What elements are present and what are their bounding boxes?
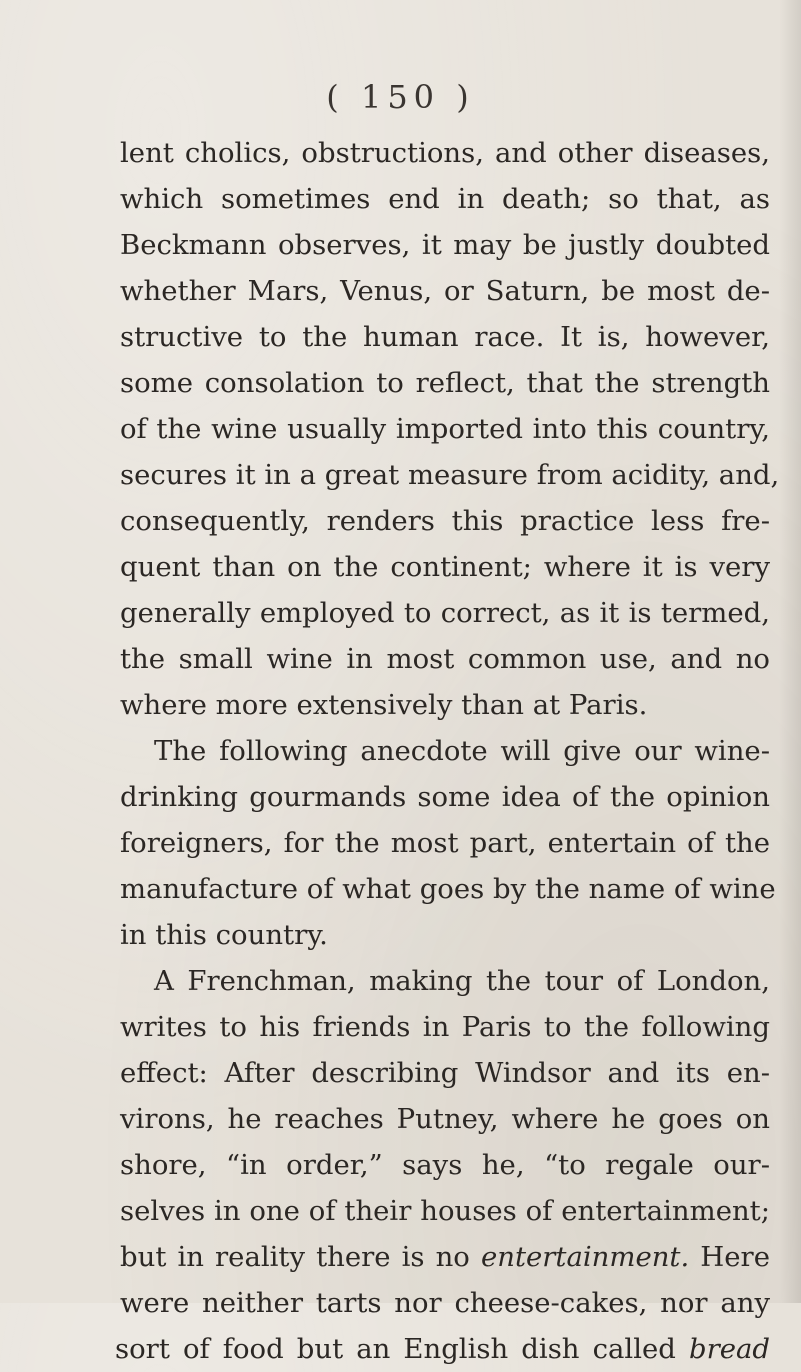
text-run: Here xyxy=(700,1241,770,1273)
text-line: which sometimes end in death; so that, as xyxy=(120,183,770,215)
body-text xyxy=(115,130,780,1372)
italic-word: entertainment. xyxy=(480,1241,690,1273)
page-edge-shadow xyxy=(779,0,801,1303)
text-line: drinking gourmands some idea of the opinion xyxy=(120,781,770,813)
text-line: were neither tarts nor cheese-cakes, nor any xyxy=(120,1287,770,1319)
text-line: the small wine in most common use, and no xyxy=(120,643,770,675)
italic-word: bread xyxy=(688,1333,770,1365)
text-run: sort of food but an English dish called xyxy=(115,1333,676,1365)
paragraph-first-line: The following anecdote will give our wine- xyxy=(154,735,770,767)
text-line: manufacture of what goes by the name of wine xyxy=(120,873,776,905)
text-line: selves in one of their houses of entertainment; xyxy=(120,1195,770,1227)
text-line: secures it in a great measure from acidity, and, xyxy=(120,459,780,491)
text-line: foreigners, for the most part, entertain of the xyxy=(120,827,770,859)
text-line: writes to his friends in Paris to the following xyxy=(120,1011,770,1043)
text-line: Beckmann observes, it may be justly doubted xyxy=(120,229,770,261)
text-line: generally employed to correct, as it is termed, xyxy=(120,597,770,629)
text-line: consequently, renders this practice less fre- xyxy=(120,505,770,537)
text-line: structive to the human race. It is, however, xyxy=(120,321,770,353)
text-line: lent cholics, obstructions, and other diseases, xyxy=(120,137,770,169)
paragraph-first-line: A Frenchman, making the tour of London, xyxy=(154,965,770,997)
text-line: of the wine usually imported into this country, xyxy=(120,413,770,445)
text-line: quent than on the continent; where it is very xyxy=(120,551,770,583)
text-line: whether Mars, Venus, or Saturn, be most de- xyxy=(120,275,770,307)
text-line-with-italic xyxy=(115,1326,770,1372)
text-run: but in reality there is no xyxy=(120,1241,470,1273)
text-line: shore, “in order,” says he, “to regale our- xyxy=(120,1149,770,1181)
text-line: effect: After describing Windsor and its en- xyxy=(120,1057,770,1089)
text-line-with-italic xyxy=(120,1234,770,1280)
page-number: ( 150 ) xyxy=(326,78,475,116)
text-line: some consolation to reflect, that the strength xyxy=(120,367,770,399)
paragraph-last-line: in this country. xyxy=(120,919,328,951)
paragraph-last-line: where more extensively than at Paris. xyxy=(120,689,648,721)
text-line: virons, he reaches Putney, where he goes on xyxy=(120,1103,770,1135)
